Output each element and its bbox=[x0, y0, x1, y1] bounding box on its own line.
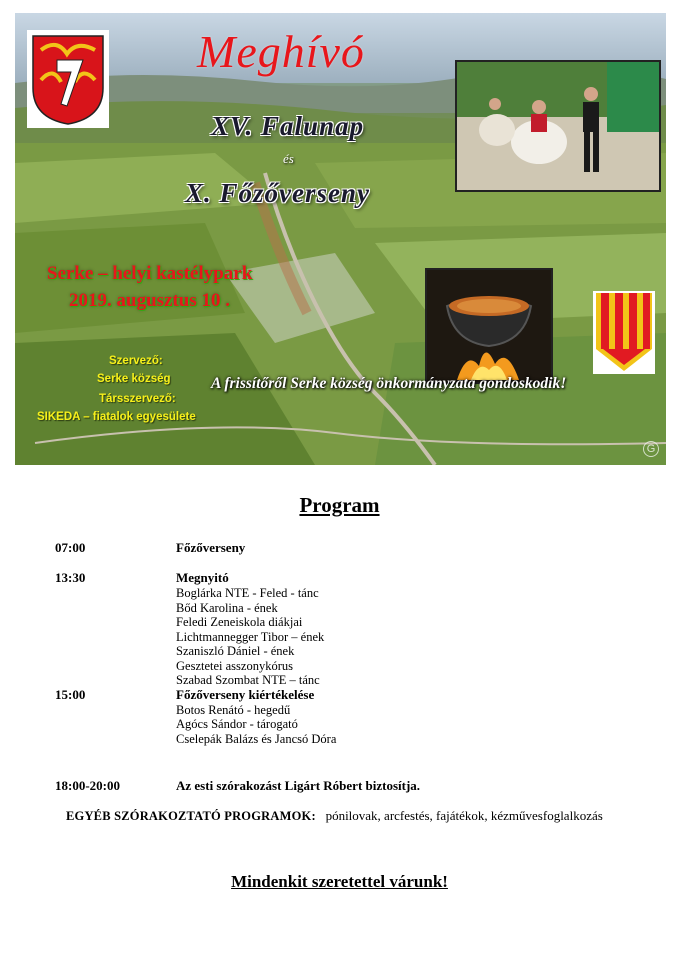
event-location: Serke – helyi kastélypark bbox=[47, 263, 253, 284]
folk-dance-photo bbox=[455, 60, 661, 192]
program-detail: Botos Renátó - hegedű bbox=[176, 703, 291, 717]
event-date: 2019. augusztus 10 . bbox=[69, 290, 230, 311]
organizer-name: Serke község bbox=[97, 373, 171, 385]
cauldron-photo bbox=[425, 268, 553, 384]
invitation-banner bbox=[15, 13, 666, 465]
program-event: Az esti szórakozást Ligárt Róbert biztosítja. bbox=[176, 778, 421, 793]
program-detail: Cselepák Balázs és Jancsó Dóra bbox=[176, 732, 337, 746]
program-detail: Gesztetei asszonykórus bbox=[176, 659, 293, 673]
program-detail: Bőd Karolina - ének bbox=[176, 601, 278, 615]
banner-subtitle-cooking-contest: X. Főzőverseny bbox=[185, 178, 370, 208]
banner-conjunction: és bbox=[283, 151, 294, 166]
watermark-icon: G bbox=[643, 441, 659, 457]
program-detail: Szabad Szombat NTE – tánc bbox=[176, 673, 320, 687]
program-detail: Boglárka NTE - Feled - tánc bbox=[176, 586, 319, 600]
program-time: 07:00 bbox=[55, 540, 86, 555]
program-event: Megnyitó bbox=[176, 570, 229, 585]
closing-message: Mindenkit szeretettel várunk! bbox=[231, 872, 448, 891]
program-detail: Feledi Zeneiskola diákjai bbox=[176, 615, 303, 629]
banner-subtitle-village-day: XV. Falunap bbox=[211, 111, 365, 141]
coat-of-arms-icon bbox=[27, 30, 109, 128]
striped-coat-of-arms-icon bbox=[593, 291, 655, 374]
co-organizer-name: SIKEDA – fiatalok egyesülete bbox=[37, 411, 196, 423]
other-programs-label: EGYÉB SZÓRAKOZTATÓ PROGRAMOK: bbox=[66, 809, 316, 823]
program-time: 13:30 bbox=[55, 570, 86, 585]
other-programs bbox=[66, 808, 603, 824]
other-programs-list: pónilovak, arcfestés, fajátékok, kézművesfoglalkozás bbox=[325, 808, 603, 823]
refreshments-note: A frissítőről Serke község önkormányzata gondoskodik! bbox=[211, 375, 567, 392]
co-organizer-label: Társszervező: bbox=[99, 393, 176, 405]
program-detail: Lichtmannegger Tibor – ének bbox=[176, 630, 325, 644]
program-detail: Agócs Sándor - tárogató bbox=[176, 717, 298, 731]
program-time: 15:00 bbox=[55, 687, 86, 702]
program-detail: Szaniszló Dániel - ének bbox=[176, 644, 295, 658]
program-event: Főzőverseny kiértékelése bbox=[176, 687, 315, 702]
organizer-label: Szervező: bbox=[109, 355, 163, 367]
program-time: 18:00-20:00 bbox=[55, 778, 120, 793]
banner-title: Meghívó bbox=[197, 26, 365, 77]
program-title: Program bbox=[299, 493, 380, 517]
program-event: Főzőverseny bbox=[176, 540, 246, 555]
